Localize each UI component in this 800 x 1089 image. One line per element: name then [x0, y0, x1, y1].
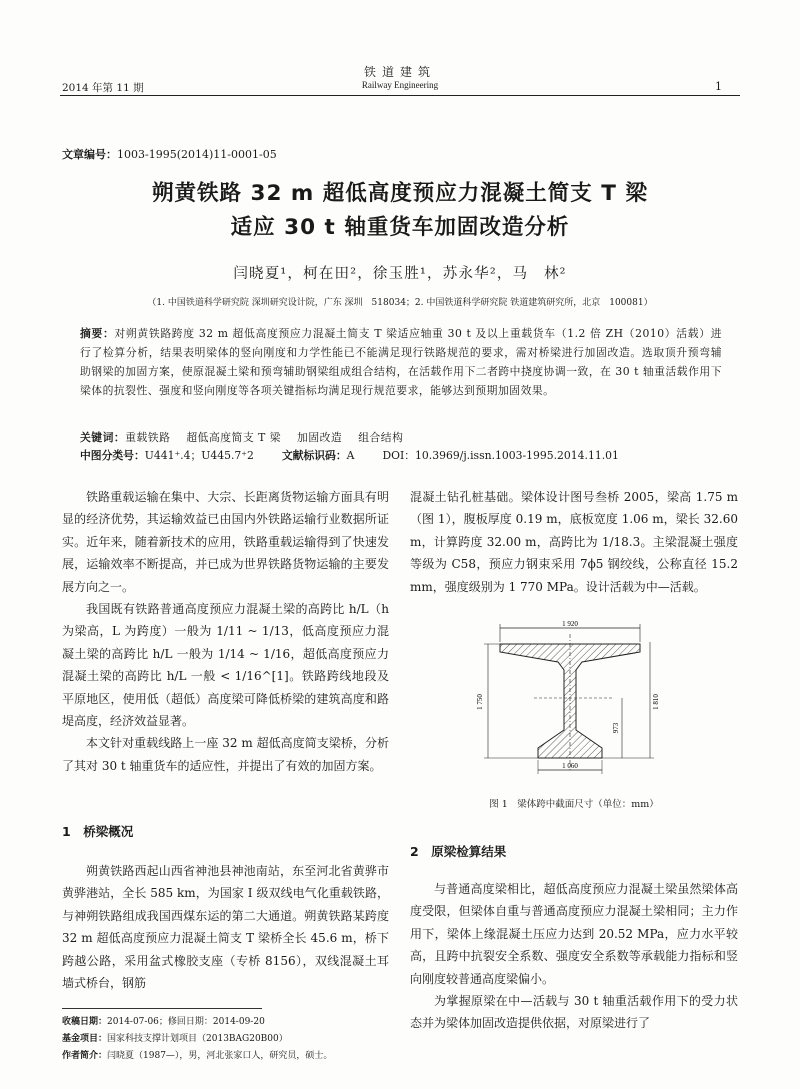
- received-label: 收稿日期：: [62, 1017, 108, 1027]
- fund-value: 国家科技支撑计划项目（2013BAG20B00）: [107, 1034, 288, 1044]
- fund-label: 基金项目：: [62, 1034, 108, 1044]
- clc-value: U441⁺.4；U445.7⁺2: [144, 449, 254, 462]
- section-2-body: [410, 878, 738, 1035]
- doi: DOI：10.3969/j.issn.1003-1995.2014.11.01: [382, 449, 619, 462]
- dim-label-inner: 973: [612, 722, 620, 734]
- keyword-item: 加固改造: [297, 431, 343, 444]
- intro-paragraph-3: 本文针对重载线路上一座 32 m 超低高度简支梁桥，分析了其对 30 t 轴重货车的适应性，并提出了有效的加固方案。: [62, 736, 389, 773]
- intro-section: [62, 486, 389, 777]
- paper-title-line1: 朔黄铁路 32 m 超低高度预应力混凝土简支 T 梁: [152, 181, 648, 206]
- header-rule: [60, 95, 740, 96]
- abstract-text: 对朔黄铁路跨度 32 m 超低高度预应力混凝土简支 T 梁适应轴重 30 t 及以上重载货车（1.2 倍 ZH（2010）活载）进行了检算分析，结果表明梁体的竖向刚度和力学性能已不能满足现行铁路规范的要求，需对桥梁进行加固改造。选取顶升预弯辅助钢梁的加固方案，使原混凝土梁和预弯辅助钢梁组成组合结构，在活载作用下二者跨中挠度协调一致，在 30 t 轴重活载作用下梁体的抗裂性、强度和竖向刚度等各项关键指标均满足现行规范要求，能够达到预期加固效果。: [80, 327, 722, 397]
- dim-label-right: 1 810: [652, 694, 660, 710]
- affiliations: （1. 中国铁道科学研究院 深圳研究设计院，广东 深圳 518034；2. 中国铁道科学研究院 铁道建筑研究所，北京 100081）: [147, 298, 653, 308]
- article-number-value: 1003-1995(2014)11-0001-05: [117, 148, 277, 161]
- abstract: [80, 324, 722, 400]
- section-2-paragraph-2: 为掌握原梁在中—活载与 30 t 轴重活载作用下的受力状态并为梁体加固改造提供依据，对原梁进行了: [410, 994, 738, 1031]
- classification-line: [80, 448, 730, 463]
- article-number: [62, 146, 277, 162]
- author-list: 闫晓夏¹，柯在田²，徐玉胜¹，苏永华²，马 林²: [233, 266, 567, 282]
- received-value: 2014-07-06；修回日期：2014-09-20: [107, 1017, 265, 1027]
- footnote-rule: [62, 1008, 262, 1009]
- section-1-body: [62, 860, 389, 994]
- section-1-paragraph-1-cont: 混凝土钻孔桩基础。梁体设计图号叁桥 2005，梁高 1.75 m（图 1），腹板厚度 0.19 m，底板宽度 1.06 m，梁长 32.60 m，计算跨度 32.00 m，高跨比为 1/18.3。主梁混凝土强度等级为 C58，预应力钢束采用 7ϕ5 钢绞线，公称直径 15.2 mm，强度级别为 1 770 MPa。设计活载为中—活载。: [410, 490, 738, 594]
- section-1-continued: [410, 486, 738, 598]
- abstract-label: 摘要：: [80, 327, 115, 340]
- clc-label: 中图分类号：: [80, 449, 145, 462]
- keywords: [80, 430, 730, 445]
- journal-name-en: Railway Engineering: [361, 80, 439, 90]
- section-1-heading: 1 桥梁概况: [62, 824, 134, 839]
- page-number: 1: [715, 80, 722, 93]
- footnotes: [62, 1014, 332, 1065]
- article-number-label: 文章编号：: [62, 148, 117, 161]
- paper-title-line2: 适应 30 t 轴重货车加固改造分析: [230, 215, 570, 240]
- dim-label-top: 1 920: [562, 620, 578, 628]
- dim-label-left: 1 750: [476, 694, 484, 710]
- keyword-item: 重载铁路: [125, 431, 171, 444]
- section-2-heading: 2 原梁检算结果: [410, 844, 507, 859]
- figure-1-cross-section: [470, 620, 670, 780]
- intro-paragraph-2: 我国既有铁路普通高度预应力混凝土梁的高跨比 h/L（h 为梁高，L 为跨度）一般为 1/11 ~ 1/13，低高度预应力混凝土梁的高跨比 h/L 一般为 1/14 ~ 1/16，超低高度预应力混凝土梁的高跨比 h/L 一般 < 1/16^[1]。铁路跨线地段及平原地区，使用低（超低）高度梁可降低桥梁的建筑高度和路堤高度，经济效益显著。: [62, 602, 389, 729]
- keywords-label: 关键词：: [80, 431, 126, 444]
- dim-label-bottom: 1 060: [562, 762, 578, 770]
- keyword-item: 组合结构: [358, 431, 404, 444]
- doc-code-value: A: [346, 449, 355, 462]
- figure-1-caption: 图 1 梁体跨中截面尺寸（单位：mm）: [489, 799, 659, 810]
- doc-code-label: 文献标识码：: [281, 449, 347, 462]
- issue-label: 2014 年第 11 期: [62, 82, 144, 94]
- section-2-paragraph-1: 与普通高度梁相比，超低高度预应力混凝土梁虽然梁体高度受限，但梁体自重与普通高度预应力混凝土梁相同；主力作用下，梁体上缘混凝土压应力达到 20.52 MPa，应力水平较高，且跨中抗裂安全系数、强度安全系数等承载能力指标和竖向刚度较普通高度梁偏小。: [410, 882, 738, 986]
- keyword-item: 超低高度简支 T 梁: [186, 431, 282, 444]
- author-bio-value: 闫晓夏（1987—），男，河北张家口人，研究员，硕士。: [107, 1051, 333, 1061]
- author-bio-label: 作者简介：: [62, 1051, 108, 1061]
- journal-name: 铁道建筑: [363, 65, 436, 79]
- intro-paragraph-1: 铁路重载运输在集中、大宗、长距离货物运输方面具有明显的经济优势，其运输效益已由国内外铁路运输行业数据所证实。近年来，随着新技术的应用，铁路重载运输得到了快速发展，运输效率不断提高，并已成为世界铁路货物运输的主要发展方向之一。: [62, 490, 389, 594]
- section-1-paragraph-1: 朔黄铁路西起山西省神池县神池南站，东至河北省黄骅市黄骅港站，全长 585 km，为国家 Ⅰ 级双线电气化重载铁路，与神朔铁路组成我国西煤东运的第二大通道。朔黄铁路某跨度 32 m 超低高度预应力混凝土简支 T 梁桥全长 45.6 m，桥下跨越公路，采用盆式橡胶支座（专桥 8156），双线混凝土耳墙式桥台，钢筋: [62, 864, 389, 991]
